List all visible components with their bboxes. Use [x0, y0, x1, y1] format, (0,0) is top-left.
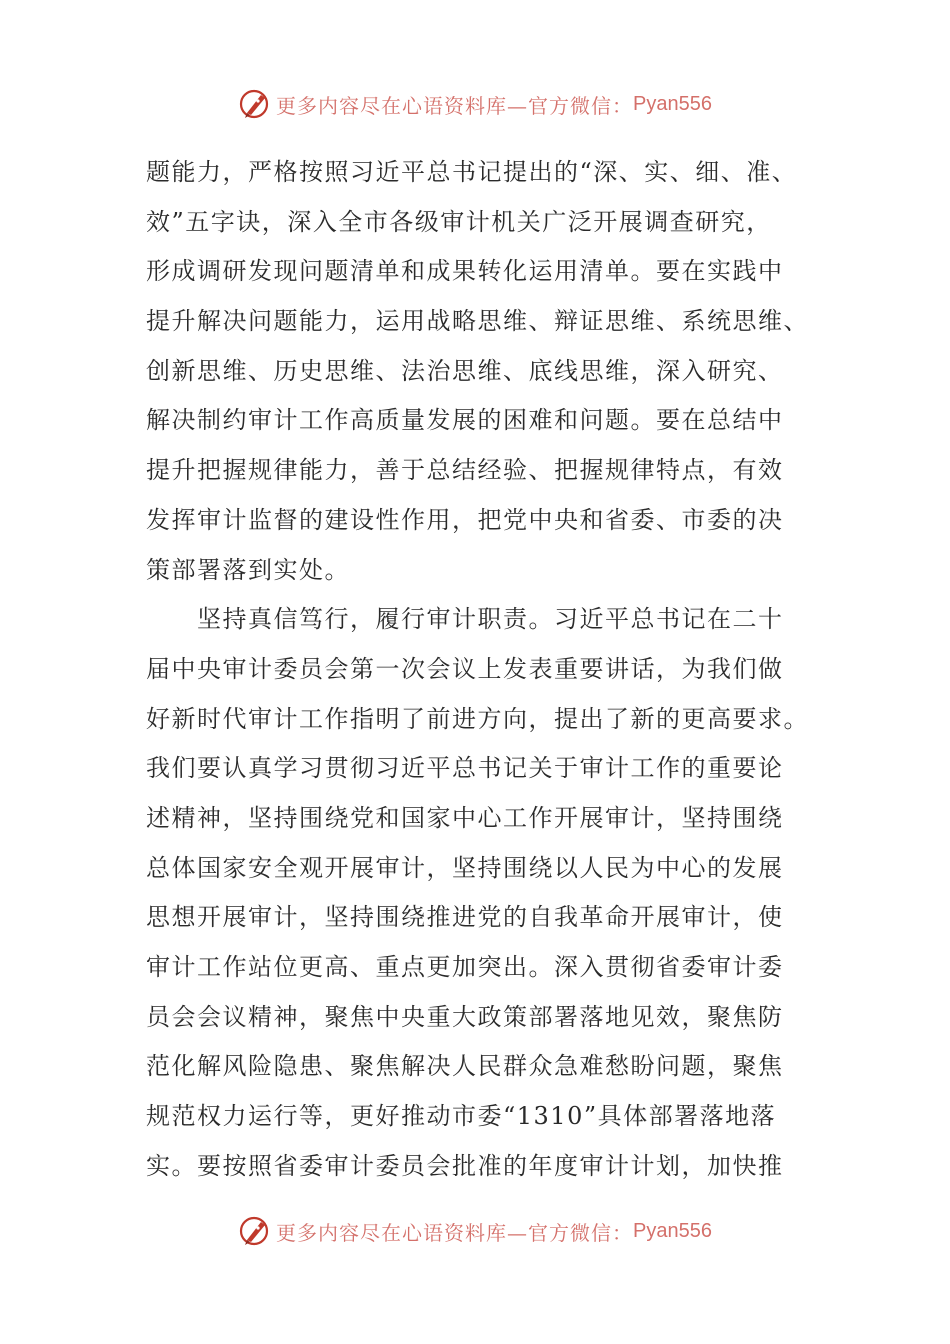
header-banner [0, 84, 950, 124]
text-line: 规范权力运行等，更好推动市委“1310”具体部署落地落 [146, 1102, 777, 1131]
text-line: 审计工作站位更高、重点更加突出。深入贯彻省委审计委 [146, 953, 784, 981]
text-line: 好新时代审计工作指明了前进方向，提出了新的更高要求。 [146, 704, 809, 733]
text-line: 总体国家安全观开展审计，坚持围绕以人民为中心的发展 [146, 853, 784, 882]
text-line: 思想开展审计，坚持围绕推进党的自我革命开展审计，使 [146, 903, 784, 932]
paragraph-start-line: 坚持真信笃行，履行审计职责。习近平总书记在二十 [146, 605, 784, 634]
banner-wechat-handle: Pyan556 [633, 1219, 712, 1242]
text-line: 解决制约审计工作高质量发展的困难和问题。要在总结中 [146, 406, 784, 435]
text-line: 创新思维、历史思维、法治思维、底线思维，深入研究、 [146, 356, 784, 385]
text-line: 提升把握规律能力，善于总结经验、把握规律特点，有效 [146, 456, 784, 485]
text-line: 述精神，坚持围绕党和国家中心工作开展审计，坚持围绕 [146, 803, 784, 832]
banner-slogan: 更多内容尽在心语资料库—官方微信： [276, 1220, 634, 1245]
footer-banner [0, 1211, 950, 1251]
document-body [146, 148, 809, 1191]
text-line: 届中央审计委员会第一次会议上发表重要讲话，为我们做 [146, 654, 784, 683]
text-line: 实。要按照省委审计委员会批准的年度审计计划，加快推 [146, 1151, 784, 1180]
text-line: 题能力，严格按照习近平总书记提出的“深、实、细、准、 [146, 158, 798, 186]
pen-nib-logo-icon [238, 87, 272, 121]
pen-nib-logo-icon [238, 1214, 272, 1248]
text-line: 范化解风险隐患、聚焦解决人民群众急难愁盼问题，聚焦 [146, 1052, 784, 1081]
banner-slogan: 更多内容尽在心语资料库—官方微信： [276, 93, 634, 118]
text-line: 提升解决问题能力，运用战略思维、辩证思维、系统思维、 [146, 307, 809, 336]
text-line: 发挥审计监督的建设性作用，把党中央和省委、市委的决 [146, 505, 784, 534]
text-line: 策部署落到实处。 [146, 555, 350, 584]
text-line: 员会会议精神，聚焦中央重大政策部署落地见效，聚焦防 [146, 1002, 784, 1031]
banner-wechat-handle: Pyan556 [633, 92, 712, 115]
text-line: 形成调研发现问题清单和成果转化运用清单。要在实践中 [146, 257, 784, 286]
text-line: 效”五字诀，深入全市各级审计机关广泛开展调查研究， [146, 207, 772, 236]
text-line: 我们要认真学习贯彻习近平总书记关于审计工作的重要论 [146, 754, 784, 783]
